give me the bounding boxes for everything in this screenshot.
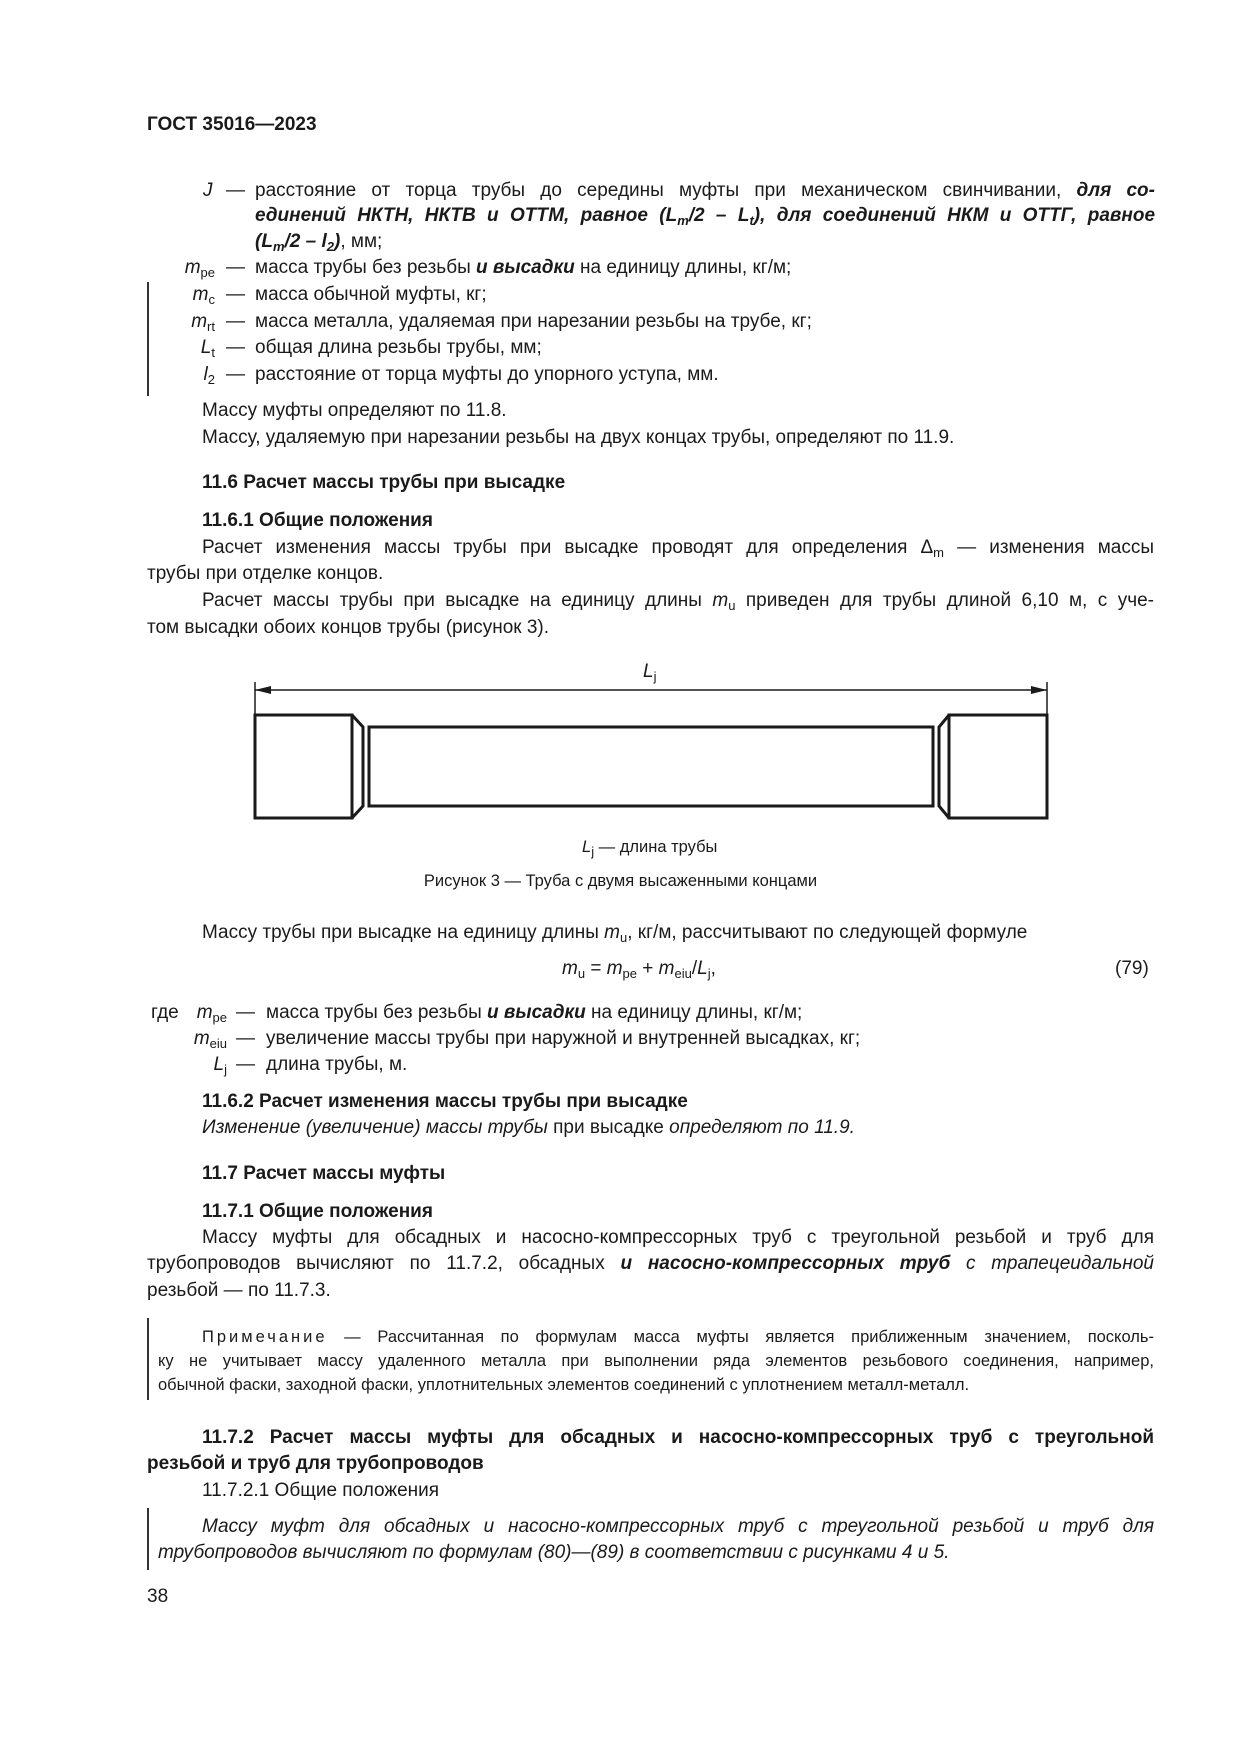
dash: —: [236, 1002, 255, 1023]
definition-m-c: масса обычной муфты, кг;: [255, 284, 487, 305]
upset-end-right: [949, 715, 1047, 818]
symbol: m: [184, 257, 201, 278]
note-line-3: обычной фаски, заходной фаски, уплотнительных элементов соединений с уплотнением металл-металл.: [158, 1376, 970, 1394]
legend-text: — длина трубы: [594, 838, 718, 856]
section-heading: 11.7 Расчет массы муфты: [202, 1163, 446, 1184]
clause-heading: 11.7.2.1 Общие положения: [202, 1480, 440, 1501]
taper-left: [352, 715, 363, 818]
paragraph: Массу муфты определяют по 11.8.: [202, 400, 507, 421]
subscript: pe: [212, 1010, 227, 1025]
figure-legend: [582, 838, 717, 857]
symbol: m: [191, 311, 208, 332]
definition-text: /2 – L: [688, 205, 750, 226]
paragraph: [202, 590, 1154, 612]
subsection-heading: 11.7.1 Общие положения: [202, 1201, 433, 1222]
change-bar: [147, 282, 149, 396]
paragraph-text: Расчет массы трубы при высадке на единицу длины: [202, 590, 713, 611]
symbol-m-pe: [185, 1002, 227, 1024]
subscript: m: [933, 545, 944, 560]
paragraph-text: , кг/м, рассчитывают по следующей формуле: [627, 922, 1028, 943]
subscript: j: [707, 966, 711, 981]
subscript: pe: [200, 265, 215, 280]
symbol-m-rt: [175, 311, 215, 333]
definition-j-line-1: [255, 180, 1155, 202]
definition-text-bold: и высадки: [487, 1002, 586, 1023]
paragraph: [202, 537, 1154, 559]
operator: /: [691, 958, 698, 979]
definition-text: единений НКТН, НКТВ и ОТТМ, равное (L: [255, 205, 678, 226]
subscript: 2: [326, 239, 334, 254]
paragraph-text-bold: и насосно-компрессорных труб: [620, 1253, 951, 1274]
paragraph: том высадки обоих концов трубы (рисунок 3).: [147, 617, 550, 638]
change-bar: [147, 1318, 149, 1400]
subscript: 2: [207, 372, 215, 387]
symbol: m: [562, 958, 578, 979]
dash: —: [226, 364, 245, 385]
symbol: m: [606, 958, 623, 979]
symbol-l-t: [175, 337, 215, 359]
symbol: L: [643, 661, 654, 682]
dimension-label: [643, 661, 656, 683]
symbol: l: [203, 364, 208, 385]
paragraph: трубопроводов вычисляют по формулам (80)—(89) в соответствии с рисунками 4 и 5.: [158, 1542, 950, 1563]
paragraph: Массу муфты для обсадных и насосно-компрессорных труб с треугольной резьбой и труб для: [202, 1227, 1154, 1248]
subscript: u: [728, 598, 736, 613]
definition-text: на единицу длины, кг/м;: [574, 257, 792, 278]
pipe-body: [369, 727, 933, 806]
paragraph-text: Массу трубы при высадке на единицу длины: [202, 922, 605, 943]
definition-l-j: длина трубы, м.: [266, 1054, 408, 1075]
definition-text-bold: и высадки: [476, 257, 575, 278]
symbol: L: [213, 1054, 225, 1075]
symbol: m: [658, 958, 675, 979]
symbol-m-eiu: [175, 1028, 227, 1050]
subscript: u: [577, 966, 586, 981]
paragraph: Массу, удаляемую при нарезании резьбы на двух концах трубы, определяют по 11.9.: [202, 427, 955, 448]
paragraph: [202, 922, 1027, 944]
operator: ,: [710, 958, 716, 979]
paragraph: [202, 1117, 855, 1139]
figure-caption: Рисунок 3 — Труба с двумя высаженными концами: [423, 872, 818, 890]
paragraph-text-italic: Изменение (увеличение) массы трубы: [202, 1117, 548, 1138]
definition-text: l: [321, 231, 327, 252]
symbol: m: [604, 922, 620, 943]
paragraph: трубы при отделке концов.: [147, 563, 384, 584]
dash: —: [226, 180, 245, 201]
paragraph-text: Расчет изменения массы трубы при высадке проводят для определения Δ: [202, 537, 934, 558]
definition-text-bold: для со-: [1076, 180, 1155, 201]
dash: —: [236, 1028, 255, 1049]
formula: [562, 958, 716, 980]
symbol-j: J: [203, 180, 213, 201]
note-line-1: [202, 1328, 1154, 1347]
paragraph: [147, 1253, 1154, 1275]
operator: +: [637, 958, 659, 979]
subscript: c: [208, 292, 215, 307]
subscript: j: [653, 669, 657, 684]
definition-text: (L: [255, 231, 273, 252]
subsection-heading: резьбой и труб для трубопроводов: [147, 1453, 484, 1474]
definition-text: , мм;: [340, 231, 383, 252]
subscript: m: [272, 239, 285, 254]
arrow-right: [1031, 686, 1047, 694]
symbol: m: [196, 1002, 213, 1023]
definition-text: расстояние от торца трубы до середины муфты при механическом свинчивании,: [255, 180, 1077, 201]
dash: —: [226, 337, 245, 358]
symbol: m: [192, 284, 209, 305]
section-heading: 11.6 Расчет массы трубы при высадке: [202, 472, 566, 493]
note-text: — Рассчитанная по формулам масса муфты является приближенным значением, посколь-: [327, 1328, 1154, 1346]
upset-end-left: [255, 715, 352, 818]
arrow-left: [255, 686, 271, 694]
paragraph-text: при высадке: [547, 1117, 670, 1138]
subscript: j: [591, 844, 595, 859]
subscript: t: [211, 345, 215, 360]
subscript: rt: [207, 319, 215, 334]
subscript: eiu: [674, 966, 692, 981]
symbol: m: [712, 590, 729, 611]
symbol-m-c: [175, 284, 215, 306]
definition-text: на единицу длины, кг/м;: [585, 1002, 803, 1023]
definition-m-pe: [255, 257, 791, 279]
operator: =: [585, 958, 607, 979]
dash: —: [226, 284, 245, 305]
dash: —: [226, 257, 245, 278]
symbol: L: [582, 838, 592, 856]
subscript: j: [224, 1062, 227, 1077]
symbol-l-j: [185, 1054, 227, 1076]
pipe-figure: [245, 660, 1065, 825]
subsection-heading: 11.6.2 Расчет изменения массы трубы при высадке: [202, 1091, 688, 1112]
dash: —: [226, 311, 245, 332]
subscript: t: [749, 213, 754, 228]
definition-text: ): [334, 231, 341, 252]
definition-text: масса трубы без резьбы: [255, 257, 477, 278]
definition-m-eiu: увеличение массы трубы при наружной и внутренней высадках, кг;: [266, 1028, 861, 1049]
note-label: Примечание: [202, 1328, 328, 1346]
page-number: 38: [147, 1586, 169, 1607]
subsection-heading: 11.7.2 Расчет массы муфты для обсадных и насосно-компрессорных труб с треугольной: [202, 1427, 1154, 1448]
paragraph: резьбой — по 11.7.3.: [147, 1280, 331, 1301]
definition-text: /2 –: [284, 231, 322, 252]
subscript: pe: [622, 966, 638, 981]
definition-text: масса трубы без резьбы: [266, 1002, 488, 1023]
paragraph-text: приведен для трубы длиной 6,10 м, с уче-: [735, 590, 1154, 611]
paragraph-text-italic: с трапецеидальной: [950, 1253, 1155, 1274]
definition-l-2: расстояние от торца муфты до упорного уступа, мм.: [255, 364, 719, 385]
subsection-heading: 11.6.1 Общие положения: [202, 510, 433, 531]
definition-l-t: общая длина резьбы трубы, мм;: [255, 337, 542, 358]
paragraph-text: — изменения массы: [944, 537, 1155, 558]
definition-j-line-3: [255, 231, 382, 253]
symbol: L: [697, 958, 708, 979]
subscript: u: [620, 930, 628, 945]
symbol-m-pe: [175, 257, 215, 279]
note-line-2: ку не учитывает массу удаленного металла при выполнении ряда элементов резьбового соединения, например,: [158, 1352, 1154, 1370]
symbol: m: [193, 1028, 210, 1049]
paragraph: Массу муфт для обсадных и насосно-компрессорных труб с треугольной резьбой и труб для: [202, 1516, 1154, 1537]
paragraph-text-italic: определяют по 11.9.: [669, 1117, 855, 1138]
subscript: eiu: [209, 1036, 227, 1051]
where-label: где: [151, 1002, 179, 1023]
subscript: m: [677, 213, 689, 228]
document-header: ГОСТ 35016—2023: [147, 114, 317, 135]
change-bar: [147, 1508, 149, 1570]
definition-text: ), для соединений НКМ и ОТТГ, равное: [753, 205, 1156, 226]
definition-j-line-2: [255, 205, 1155, 227]
dash: —: [236, 1054, 255, 1075]
formula-number: (79): [1115, 958, 1149, 979]
definition-m-pe: [266, 1002, 802, 1024]
paragraph-text: трубопроводов вычисляют по 11.7.2, обсадных: [147, 1253, 621, 1274]
symbol: L: [200, 337, 212, 358]
definition-m-rt: масса металла, удаляемая при нарезании резьбы на трубе, кг;: [255, 311, 812, 332]
symbol-l-2: [175, 364, 215, 386]
